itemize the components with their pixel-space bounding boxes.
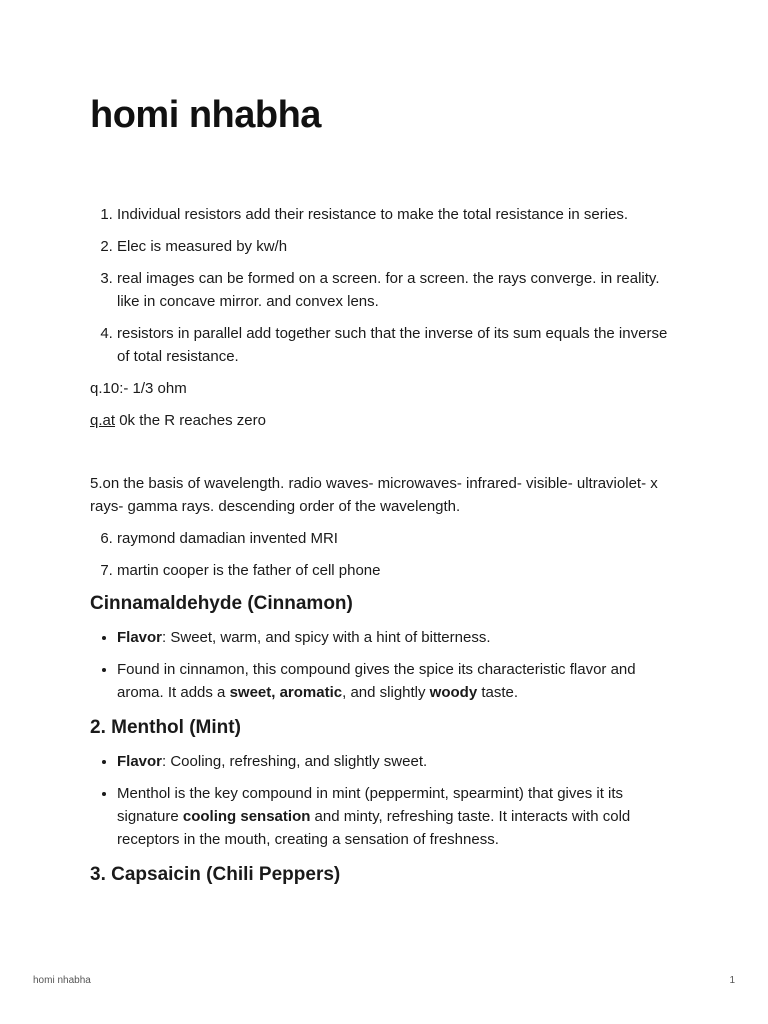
flavor-label: Flavor <box>117 753 163 770</box>
footer-doc-name: homi nhabha <box>33 975 91 986</box>
page-title: homi nhabha <box>90 94 321 136</box>
section-heading-capsaicin: 3. Capsaicin (Chili Peppers) <box>90 864 341 885</box>
bullet-text: Found in cinnamon, this compound gives the spice its characteristic flavor and aroma. It adds a <box>117 661 636 701</box>
bullet-item <box>117 626 680 649</box>
flavor-label: Flavor <box>117 629 163 646</box>
bullet-list-mint <box>90 750 680 851</box>
bullet-text: taste. <box>477 684 519 701</box>
bullet-text: Menthol is the key compound in mint (peppermint, spearmint) that gives it its signature <box>117 785 624 825</box>
bold-text: cooling sensation <box>182 808 311 825</box>
list-item: 1. Individual resistors add their resistance to make the total resistance in series. <box>117 203 680 226</box>
footer-page-number: 1 <box>729 975 735 986</box>
list-item: 7. martin cooper is the father of cell phone <box>117 559 680 582</box>
q-at-link[interactable]: q.at <box>90 412 116 429</box>
flavor-text: : Cooling, refreshing, and slightly sweet. <box>162 753 428 770</box>
list-item: 6. raymond damadian invented MRI <box>117 527 680 550</box>
bullet-item <box>117 658 680 704</box>
list-item: 4. resistors in parallel add together such that the inverse of its sum equals the inverse of total resistance. <box>117 322 680 368</box>
numbered-list-1 <box>90 203 680 368</box>
q-at-text: 0k the R reaches zero <box>115 412 266 429</box>
bullet-text: and minty, refreshing taste. It interacts with cold receptors in the mouth, creating a sensation of freshness. <box>117 808 631 848</box>
document-body <box>90 203 680 897</box>
flavor-text: : Sweet, warm, and spicy with a hint of bitterness. <box>162 629 491 646</box>
paragraph-5: 5.on the basis of wavelength. radio waves- microwaves- infrared- visible- ultraviolet- x rays- gamma rays. descending order of the wavelength. <box>90 475 658 515</box>
bullet-item <box>117 750 680 773</box>
q-at-line <box>90 409 680 432</box>
bullet-text: , and slightly <box>342 684 430 701</box>
list-item: 2. Elec is measured by kw/h <box>117 235 680 258</box>
bullet-list-cinnamon <box>90 626 680 704</box>
bold-text: woody <box>429 684 478 701</box>
bullet-item <box>117 782 680 851</box>
bold-text: sweet, aromatic <box>229 684 343 701</box>
numbered-list-2 <box>90 527 680 582</box>
section-heading-cinnamaldehyde: Cinnamaldehyde (Cinnamon) <box>90 593 353 614</box>
section-heading-menthol: 2. Menthol (Mint) <box>90 717 241 738</box>
list-item: 3. real images can be formed on a screen. for a screen. the rays converge. in reality. like in concave mirror. and convex lens. <box>117 267 680 313</box>
q10-line: q.10:- 1/3 ohm <box>90 380 187 397</box>
